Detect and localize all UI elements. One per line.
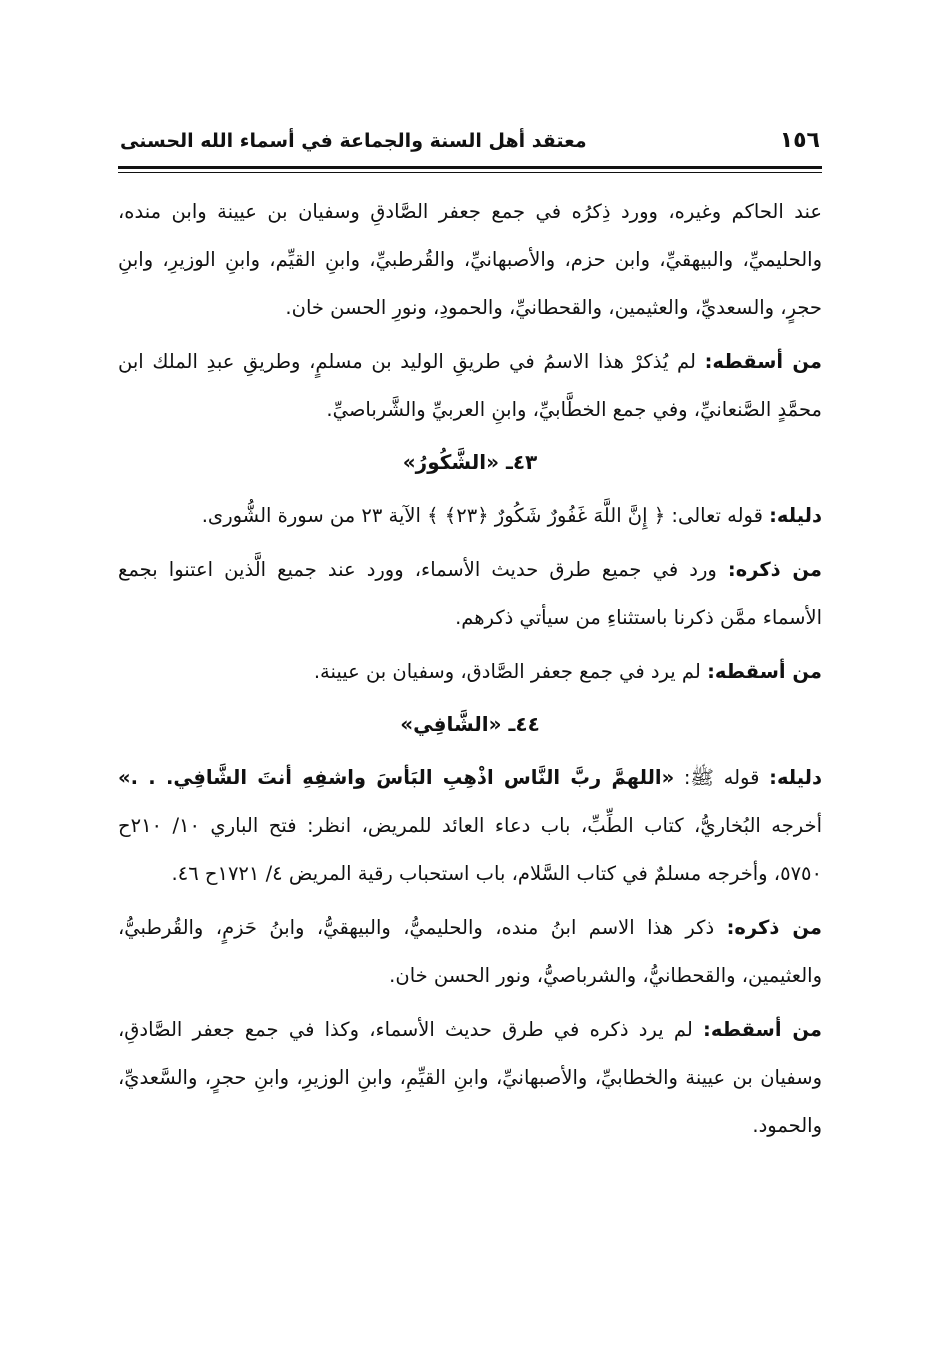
paragraph-text: لم يرد في جمع جعفر الصَّادق، وسفيان بن عيينة. [313, 660, 708, 683]
section-title-44: ٤٤ـ «الشَّافِي» [400, 712, 540, 736]
paragraph-mentioned-by [118, 904, 822, 1000]
omitted-by-label: من أسقطه: [703, 1018, 822, 1041]
paragraph-omitted-by [118, 648, 822, 696]
mentioned-by-label: من ذكره: [726, 916, 822, 939]
paragraph-text: عند الحاكم وغيره، وورد ذِكرُه في جمع جعفر الصَّادقِ وسفيان بن عيينة وابن منده، والحليميِّ، والبيهقيِّ، وابن حزم، والأصبهانيِّ، والقُرطبيِّ، وابنِ القيِّم، وابنِ الوزيرِ، وابنِ حجرٍ، والسعديِّ، والعثيمين، والقحطانيِّ، والحمودِ، ونورِ الحسن خان. [118, 200, 822, 319]
omitted-by-label: من أسقطه: [707, 660, 822, 683]
evidence-label: دليله: [769, 504, 822, 527]
page-body [118, 188, 822, 1156]
page-header [120, 124, 820, 158]
evidence-intro: قوله ﷺ: [674, 766, 770, 789]
paragraph-evidence [118, 754, 822, 898]
paragraph-mentioned-by [118, 546, 822, 642]
paragraph-omitted-by [118, 338, 822, 434]
quran-verse: ﴿ إِنَّ اللَّهَ غَفُورٌ شَكُورٌ ﴿٢٣﴾ ﴾ [427, 504, 666, 527]
evidence-intro: قوله تعالى: [665, 504, 770, 527]
paragraph-omitted-by [118, 1006, 822, 1150]
mentioned-by-label: من ذكره: [727, 558, 822, 581]
paragraph-evidence [118, 492, 822, 540]
header-rule-thin [118, 172, 822, 173]
header-rule-thick [118, 166, 822, 169]
omitted-by-label: من أسقطه: [704, 350, 822, 373]
running-title: معتقد أهل السنة والجماعة في أسماء الله الحسنى [120, 130, 587, 152]
section-title-43: ٤٣ـ «الشَّكُورُ» [402, 450, 538, 474]
page-number: ١٥٦ [779, 128, 820, 153]
verse-reference: الآية ٢٣ من سورة الشُّورى. [201, 504, 428, 527]
hadith-reference: أخرجه البُخاريُّ، كتاب الطِّبِّ، باب دعاء العائد للمريض، انظر: فتح الباري ١٠/ ٢١٠ح ٥٧٥٠، وأخرجه مسلمٌ في كتاب السَّلام، باب استحباب رقية المريض ٤/ ١٧٢١ح ٤٦. [118, 814, 822, 885]
paragraph-text: لم يُذكرْ هذا الاسمُ في طريقِ الوليد بن مسلمٍ، وطريقِ عبدِ الملك ابن محمَّدٍ الصَّنعانيِّ، وفي جمع الخطَّابيِّ، وابنِ العربيِّ والشَّرباصيِّ. [118, 350, 822, 421]
paragraph-text: ذكر هذا الاسم ابنُ منده، والحليميُّ، والبيهقيُّ، وابنُ حَزمٍ، والقُرطبيُّ، والعثيمين، والقحطانيُّ، والشرباصيُّ، ونور الحسن خان. [118, 916, 822, 987]
paragraph-text: ورد في جميع طرق حديث الأسماء، وورد عند جميع الَّذين اعتنوا بجمع الأسماء ممَّن ذكرنا باستثناءِ من سيأتي ذكرهم. [118, 558, 822, 629]
paragraph-text: لم يرد ذكره في طرق حديث الأسماء، وكذا في جمع جعفر الصَّادقِ، وسفيان بن عيينة والخطابيِّ، والأصبهانيِّ، وابنِ القيِّمِ، وابنِ الوزيرِ، وابنِ حجرٍ، والسَّعديِّ، والحمود. [118, 1018, 822, 1137]
evidence-label: دليله: [769, 766, 823, 789]
paragraph-continued [118, 188, 822, 332]
hadith-text: «اللهمَّ ربَّ النَّاس اذْهِبِ البَأسَ واشفِهِ أنتَ الشَّافِي. . .» [118, 766, 675, 789]
